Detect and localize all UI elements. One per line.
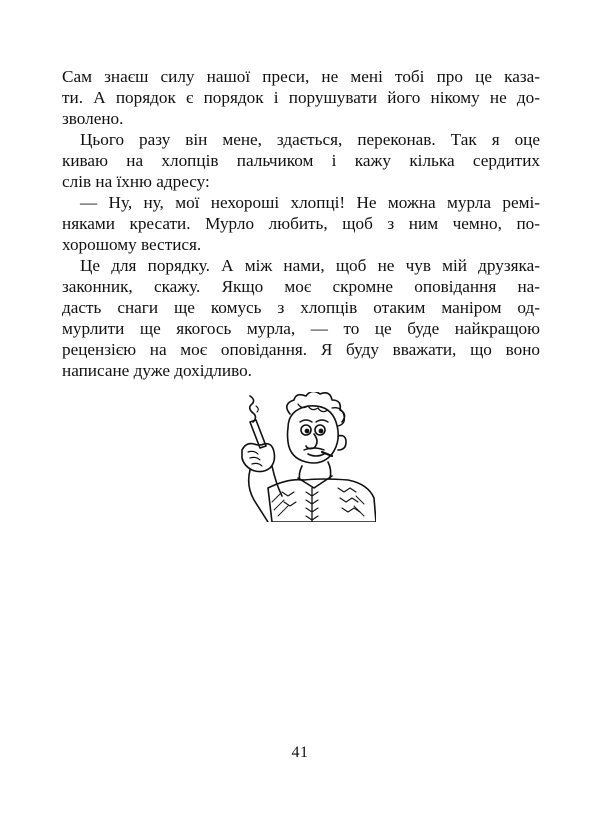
- text-line: няками кресати. Мурло любить, щоб з ним чемно, по-: [62, 214, 540, 233]
- text-line: законник, скажу. Якщо моє скромне оповідання на-: [62, 277, 540, 296]
- text-line: киваю на хлопців пальчиком і кажу кілька сердитих: [62, 151, 540, 170]
- text-line: зволено.: [62, 109, 124, 128]
- text-line: рецензією на моє оповідання. Я буду вважати, що воно: [62, 340, 540, 359]
- text-line: дасть снаги ще комусь з хлопців отаким маніром од-: [62, 298, 540, 317]
- text-line: мурлити ще якогось мурла, — то це буде найкращою: [62, 319, 540, 338]
- text-line: Сам знаєш силу нашої преси, не мені тобі про це каза-: [62, 67, 540, 86]
- man-with-cigarette-illustration: [228, 392, 376, 522]
- man-with-cigarette-icon: [228, 392, 376, 522]
- page-number: 41: [291, 744, 309, 761]
- text-line: Це для порядку. А між нами, щоб не чув мій друзяка-: [80, 256, 540, 275]
- text-line: ти. А порядок є порядок і порушувати його нікому не до-: [62, 88, 540, 107]
- text-line: — Ну, ну, мої нехороші хлопці! Не можна мурла ремі-: [80, 193, 540, 212]
- text-line: хорошому вестися.: [62, 235, 202, 254]
- text-line: слів на їхню адресу:: [62, 172, 210, 191]
- body-text: [62, 66, 540, 381]
- text-line: Цього разу він мене, здається, переконав. Так я оце: [80, 130, 540, 149]
- text-line: написане дуже дохідливо.: [62, 361, 252, 380]
